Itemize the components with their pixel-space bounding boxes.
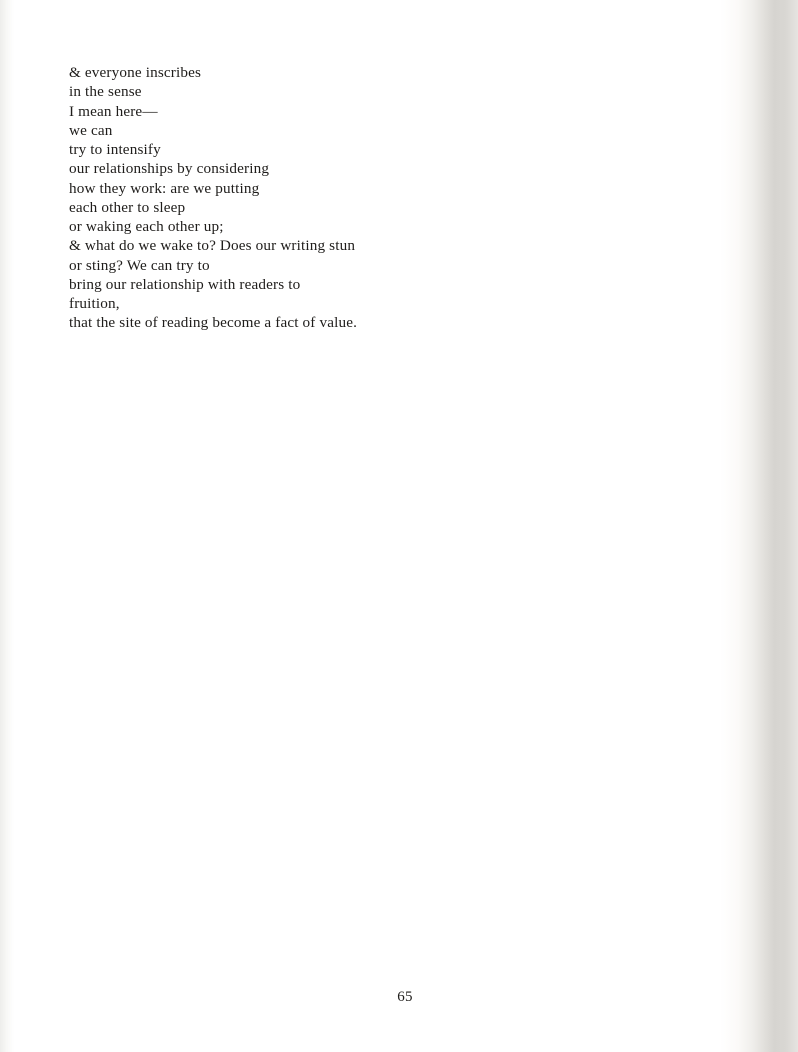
poem-line: each other to sleep <box>69 198 186 216</box>
poem-line: how they work: are we putting <box>69 179 260 197</box>
page-number: 65 <box>397 989 413 1005</box>
poem-text <box>69 63 357 333</box>
poem-line: I mean here— <box>69 102 158 120</box>
poem-line: & everyone inscribes <box>69 64 202 81</box>
poem-line: fruition, <box>69 295 120 312</box>
poem-line: that the site of reading become a fact of value. <box>69 314 358 332</box>
poem-line: or waking each other up; <box>69 218 224 235</box>
poem-line: or sting? We can try to <box>69 256 210 274</box>
poem-line: try to intensify <box>69 141 161 158</box>
poem-line: our relationships by considering <box>69 160 270 178</box>
poem-line: in the sense <box>69 83 142 101</box>
poem-line: we can <box>69 121 113 139</box>
poem-line: bring our relationship with readers to <box>69 275 301 293</box>
poem-line: & what do we wake to? Does our writing stun <box>69 237 356 255</box>
